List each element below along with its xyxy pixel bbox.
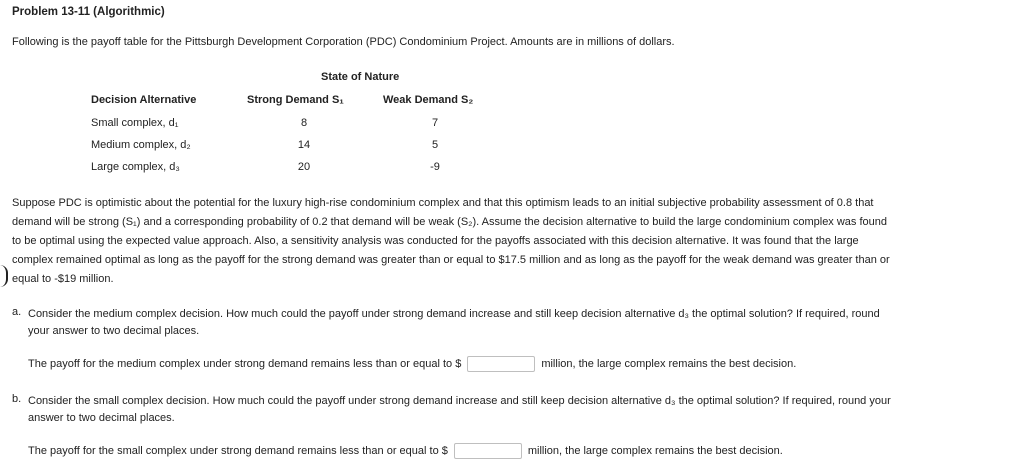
column-header-weak-demand: Weak Demand S₂ <box>383 94 474 106</box>
paragraph-line: equal to -$19 million. <box>12 273 114 285</box>
table-row-label: Small complex, d₁ <box>91 117 179 129</box>
table-cell: 7 <box>431 117 439 129</box>
question-a-letter: a. <box>12 306 22 318</box>
column-header-decision: Decision Alternative <box>91 94 197 106</box>
table-row-label: Large complex, d₃ <box>91 161 180 173</box>
table-cell: -9 <box>430 161 440 173</box>
table-cell: 14 <box>297 139 311 151</box>
question-line: answer to two decimal places. <box>28 412 175 424</box>
page-edge-mark <box>0 265 8 287</box>
question-line: Consider the medium complex decision. How much could the payoff under strong demand increase and still keep decision alternative d₃ the optimal solution? If required, round <box>28 308 880 320</box>
answer-b-input[interactable] <box>454 443 522 459</box>
problem-title: Problem 13-11 (Algorithmic) <box>12 6 165 18</box>
paragraph-line: Suppose PDC is optimistic about the potential for the luxury high-rise condominium complex and that this optimism leads to an initial subjective probability assessment of 0.8 that <box>12 197 874 209</box>
table-heading: State of Nature <box>321 71 400 83</box>
question-line: your answer to two decimal places. <box>28 325 200 337</box>
paragraph-line: complex remained optimal as long as the payoff for the strong demand was greater than or equal to $17.5 million and as long as the payoff for the weak demand was greater than or <box>12 254 890 266</box>
question-b-letter: b. <box>12 393 22 405</box>
answer-a-prompt: The payoff for the medium complex under strong demand remains less than or equal to $ <box>28 358 462 370</box>
answer-b-suffix: million, the large complex remains the best decision. <box>527 445 783 457</box>
question-a-text <box>28 306 1013 340</box>
answer-b-row <box>28 442 783 460</box>
column-header-strong-demand: Strong Demand S₁ <box>247 94 344 106</box>
answer-a-row <box>28 355 796 373</box>
table-cell: 20 <box>297 161 311 173</box>
question-line: Consider the small complex decision. How much could the payoff under strong demand increase and still keep decision alternative d₃ the optimal solution? If required, round your <box>28 395 891 407</box>
table-cell: 8 <box>300 117 308 129</box>
table-cell: 5 <box>431 139 439 151</box>
paragraph-line: demand will be strong (S₁) and a corresponding probability of 0.2 that demand will be weak (S₂). Assume the decision alternative to build the large condominium complex was found <box>12 216 888 228</box>
paragraph-line: to be optimal using the expected value approach. Also, a sensitivity analysis was conducted for the payoffs associated with this decision alternative. It was found that the large <box>12 235 859 247</box>
answer-a-suffix: million, the large complex remains the best decision. <box>541 358 797 370</box>
answer-a-input[interactable] <box>467 356 535 372</box>
question-b-text <box>28 393 1013 427</box>
scenario-paragraph <box>12 194 1018 289</box>
intro-text: Following is the payoff table for the Pittsburgh Development Corporation (PDC) Condominium Project. Amounts are in millions of dollars. <box>12 36 675 48</box>
table-row-label: Medium complex, d₂ <box>91 139 191 151</box>
answer-b-prompt: The payoff for the small complex under strong demand remains less than or equal to $ <box>28 445 448 457</box>
